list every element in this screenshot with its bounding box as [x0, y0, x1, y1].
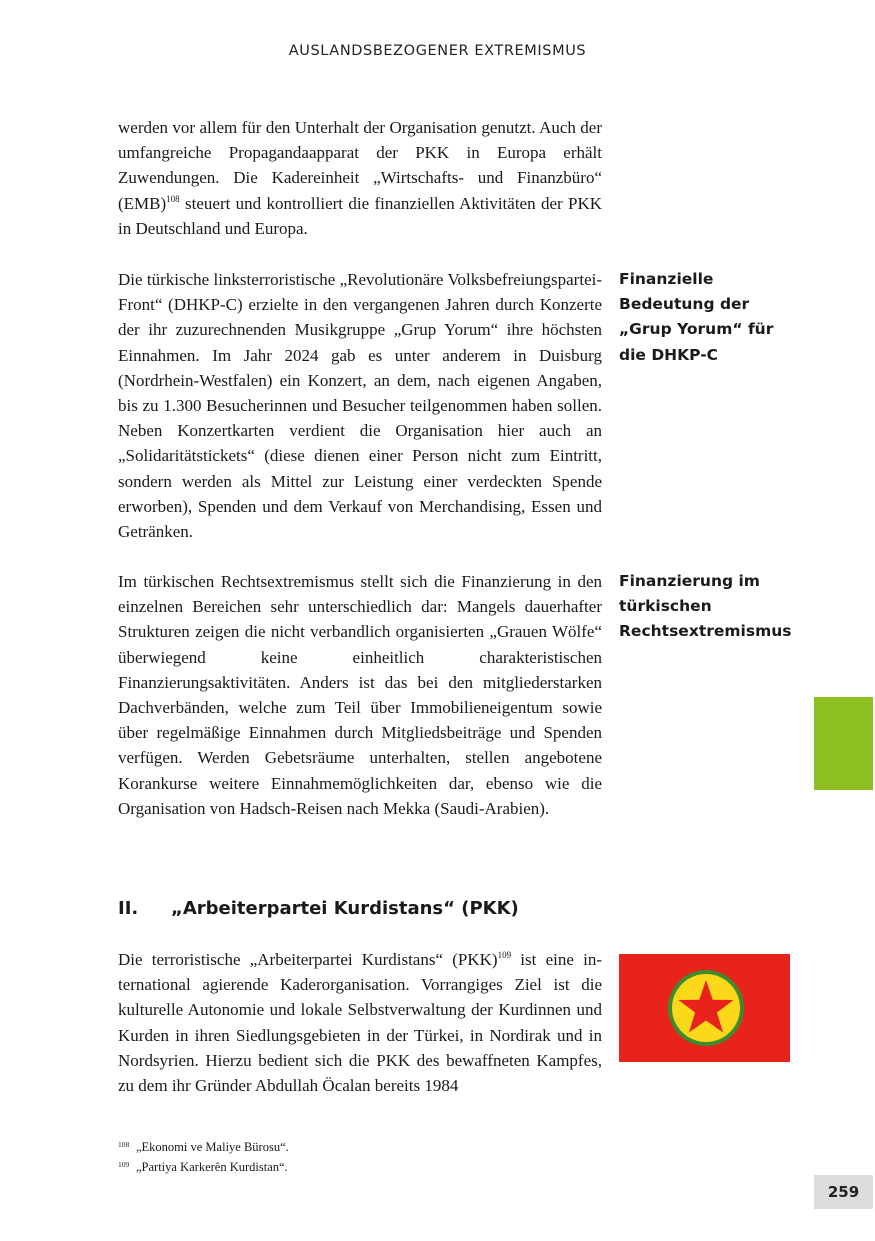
margin-note-rechts: Finanzierung im türkischen Rechtsextremismus: [619, 572, 792, 641]
section-title: „Arbeiterpartei Kurdistans“ (PKK): [171, 898, 519, 919]
pkk-flag-icon: [619, 954, 790, 1062]
running-header: AUSLANDSBEZOGENER EXTREMISMUS: [288, 43, 587, 59]
page-number: 259: [814, 1175, 873, 1209]
paragraph-text: steuert und kontrolliert die finanziellen Aktivitäten der PKK in Deutschland und Europa.: [118, 193, 602, 238]
chapter-side-tab: [814, 697, 873, 790]
paragraph-turkish-right-wing: Im türkischen Rechtsextremismus stellt sich die Finanzierung in den einzelnen Bereichen sehr unterschiedlich dar: Mangels dauerhafter Strukturen zeigen die nicht verbandlich organisierten „Grauen Wölfe“ überwiegend keine einheitlich charakteristischen Finanzierungsaktivitäten. Anders ist das bei den mitgliederstarken Dachverbänden, welche zum Teil über Immobilieneigentum sowie über regelmäßige Einnahmen durch Mitgliedsbeiträge und Spenden verfügen. Werden Gebetsräume unterhalten, stellen angebotene Korankurse weitere Einnahmemöglichkeiten dar, ebenso wie die Organisation von Hadsch-Reisen nach Mekka (Saudi-Arabien).: [118, 572, 602, 818]
paragraph-pkk-intro: [118, 947, 602, 1098]
paragraph-pkk-finance: [118, 115, 602, 241]
footnotes: [118, 1136, 718, 1176]
paragraph-text: ist eine international agierende Kaderorganisation. Vorrangiges Ziel ist die kulturelle Autonomie und lokale Selbstverwaltung der Kurdinnen und Kurden in ihren Siedlungsgebieten in der Türkei, in Nordirak und in Nordsyrien. Hierzu bedient sich die PKK des bewaffneten Kampfes, zu dem ihr Gründer Abdullah Öcalan bereits 1984: [118, 950, 602, 1096]
section-number: II.: [118, 898, 139, 919]
margin-note-dhkpc: Finanzielle Bedeutung der „Grup Yorum“ für die DHKP-C: [619, 270, 774, 364]
paragraph-text: werden vor allem für den Unterhalt der Organisation genutzt. Auch der umfangreiche Propagandaapparat der PKK in Europa erhält Zuwendungen. Die Kadereinheit „Wirtschafts- und Finanzbüro“ (EMB): [118, 118, 602, 213]
footnote-ref-109[interactable]: 109: [497, 950, 512, 960]
paragraph-dhkpc: Die türkische linksterroristische „Revolutionäre Volksbefreiungspartei-Front“ (DHKP-C) erzielte in den vergangenen Jahren durch Konzerte der ihr zuzurechnenden Musikgruppe „Grup Yorum“ ihre höchsten Einnahmen. Im Jahr 2024 gab es unter anderem in Duisburg (Nordrhein-Westfalen) ein Konzert, an dem, nach eigenen Angaben, bis zu 1.300 Besucherinnen und Besucher teilgenommen haben sollen. Neben Konzertkarten verdient die Organisation hier auch an „Solidaritätstickets“ (diese dienen einer Person nicht zum Eintritt, sondern werden als Mittel zur Leistung einer verdeckten Spende erworben), Spenden und dem Verkauf von Merchandising, Essen und Getränken.: [118, 270, 602, 542]
footnote-ref-108[interactable]: 108: [166, 193, 180, 204]
paragraph-text: Die terroristische „Arbeiterpartei Kurdistans“ (PKK): [118, 950, 498, 969]
footnote-109: 109 „Partiya Karkerên Kurdistan“.: [118, 1160, 288, 1174]
section-heading: [118, 897, 519, 921]
footnote-108: 108 „Ekonomi ve Maliye Bürosu“.: [118, 1140, 289, 1154]
